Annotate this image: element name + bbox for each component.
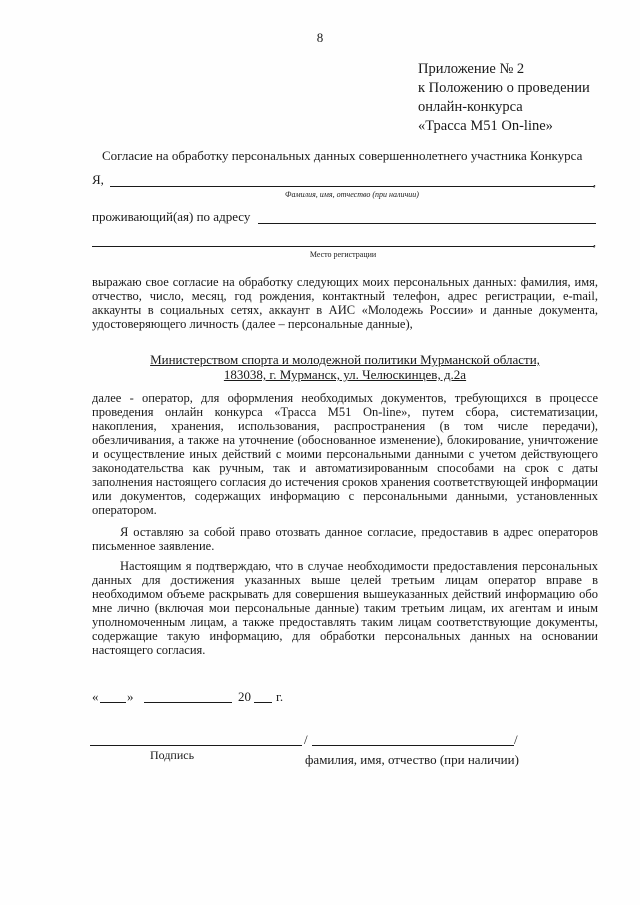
appendix-line-3: онлайн-конкурса: [418, 99, 523, 115]
date-day-field[interactable]: [100, 702, 126, 703]
address-hint: Место регистрации: [309, 250, 377, 259]
appendix-line-2: к Положению о проведении: [418, 80, 590, 96]
date-month-field[interactable]: [144, 702, 232, 703]
revoke-paragraph: Я оставляю за собой право отозвать данное согласие, предоставив в адрес операторов письменное заявление.: [92, 525, 598, 553]
date-year-field[interactable]: [254, 702, 272, 703]
signature-separator: /: [304, 732, 308, 747]
signature-label: Подпись: [150, 748, 195, 762]
address-field-line-2[interactable]: [92, 246, 594, 247]
fio-prefix: Я,: [92, 172, 104, 187]
date-year-suffix: г.: [276, 689, 284, 704]
signature-field[interactable]: [90, 745, 302, 746]
confirm-paragraph: Настоящим я подтверждаю, что в случае необходимости предоставления персональных данных для достижения указанных выше целей третьим лицам оператор вправе в необходимом объеме раскрывать для совершения вышеуказанных действий информацию обо мне лично (включая мои персональные данные) таким третьим лицам, их агентам и иным уполномоченным лицам, а также предоставлять таким лицам соответствующие документы, содержащие такую информацию, для обработки персональных данных на основании настоящего согласия.: [92, 559, 598, 657]
operator-line-1: Министерством спорта и молодежной политики Мурманской области,: [150, 352, 540, 367]
appendix-line-1: Приложение № 2: [418, 61, 525, 77]
name-field[interactable]: [312, 745, 514, 746]
operator-block: [92, 352, 598, 382]
consent-paragraph: выражаю свое согласие на обработку следующих моих персональных данных: фамилия, имя, отчество, число, месяц, год рождения, контактный телефон, адрес регистрации, e-mail, аккаунты в социальных сетях, аккаунт в АИС «Молодежь России» и данные документа, удостоверяющего личность (далее – персональные данные),: [92, 275, 598, 331]
appendix-header: [418, 60, 590, 136]
operator-line-2: 183038, г. Мурманск, ул. Челюскинцев, д.2а: [223, 367, 467, 382]
fio-comma: ,: [593, 175, 596, 189]
signature-end: /: [514, 732, 518, 747]
operator-paragraph: далее - оператор, для оформления необходимых документов, требующихся в процессе проведения онлайн конкурса «Трасса М51 On-line», путем сбора, систематизации, накопления, хранения, использования, распространения (в том числе передачи), обезличивания, а также на уточнение (обоснованное изменение), блокирование, уничтожение и осуществление иных действий с моими персональными данными с учетом действующего законодательства как ручным, так и автоматизированным способами на срок с даты заполнения настоящего согласия до истечения сроков хранения соответствующей информации или документов, содержащих информацию с персональными данными, установленных оператором.: [92, 391, 598, 517]
date-close-quote: »: [127, 689, 134, 704]
fio-field-line[interactable]: [110, 186, 594, 187]
document-title: Согласие на обработку персональных данных совершеннолетнего участника Конкурса: [102, 148, 583, 163]
appendix-line-4: «Трасса М51 On-line»: [418, 118, 553, 134]
date-open-quote: «: [92, 689, 99, 704]
address-label: проживающий(ая) по адресу: [92, 209, 251, 224]
fio-hint: Фамилия, имя, отчество (при наличии): [285, 190, 419, 199]
address-field-line[interactable]: [258, 223, 596, 224]
address-comma: ,: [593, 235, 596, 249]
date-year-prefix: 20: [238, 689, 251, 704]
page-number: 8: [316, 30, 324, 45]
name-label: фамилия, имя, отчество (при наличии): [305, 752, 519, 767]
